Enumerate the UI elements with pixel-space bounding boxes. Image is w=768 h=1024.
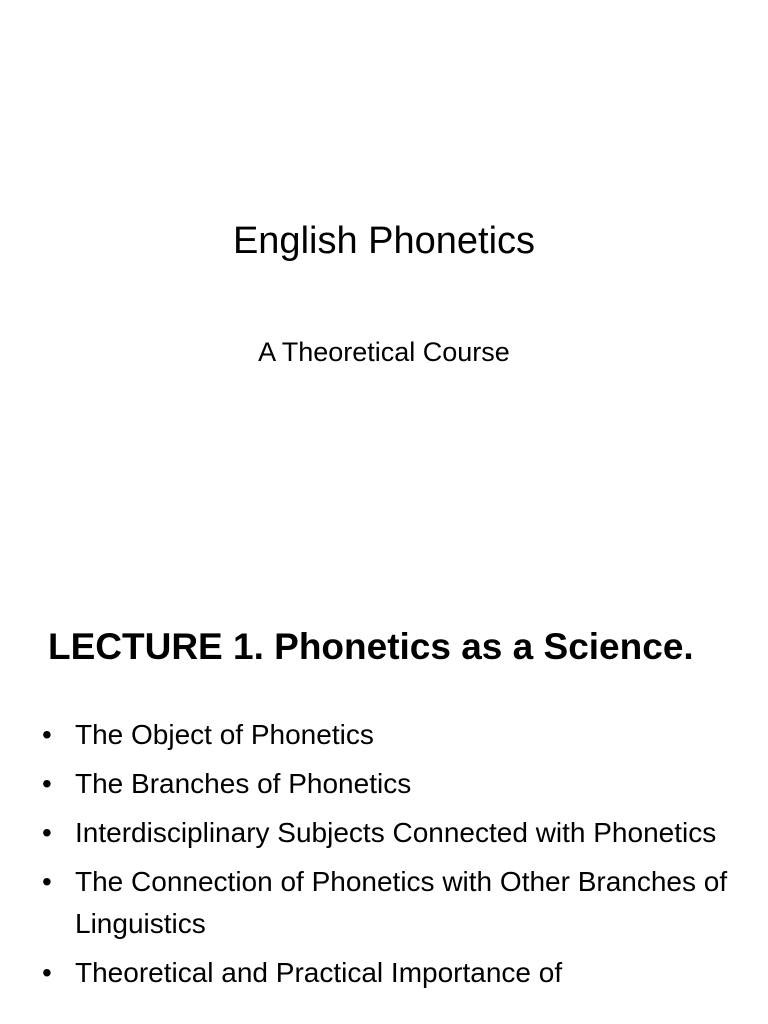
list-item [42, 812, 732, 854]
list-item [42, 952, 732, 994]
bullet-icon: • [42, 866, 52, 897]
bullet-icon: • [42, 719, 52, 750]
lecture-slide [0, 576, 768, 1024]
list-item-text: The Branches of Phonetics [75, 768, 412, 799]
list-item-text: Interdisciplinary Subjects Connected with Phonetics [75, 817, 717, 848]
slide-subtitle: A Theoretical Course [258, 337, 510, 367]
lecture-title: LECTURE 1. Phonetics as a Science. [48, 626, 694, 667]
list-item-text: The Connection of Phonetics with Other Branches of Linguistics [75, 866, 728, 939]
list-item-text: Theoretical and Practical Importance of [75, 957, 563, 988]
list-item-text: The Object of Phonetics [75, 719, 374, 750]
bullet-icon: • [42, 817, 52, 848]
list-item [42, 714, 732, 756]
list-item [42, 861, 732, 945]
slide-title: English Phonetics [232, 220, 536, 262]
list-item [42, 763, 732, 805]
bullet-icon: • [42, 768, 52, 799]
bullet-icon: • [42, 957, 52, 988]
topic-list [42, 714, 732, 1001]
